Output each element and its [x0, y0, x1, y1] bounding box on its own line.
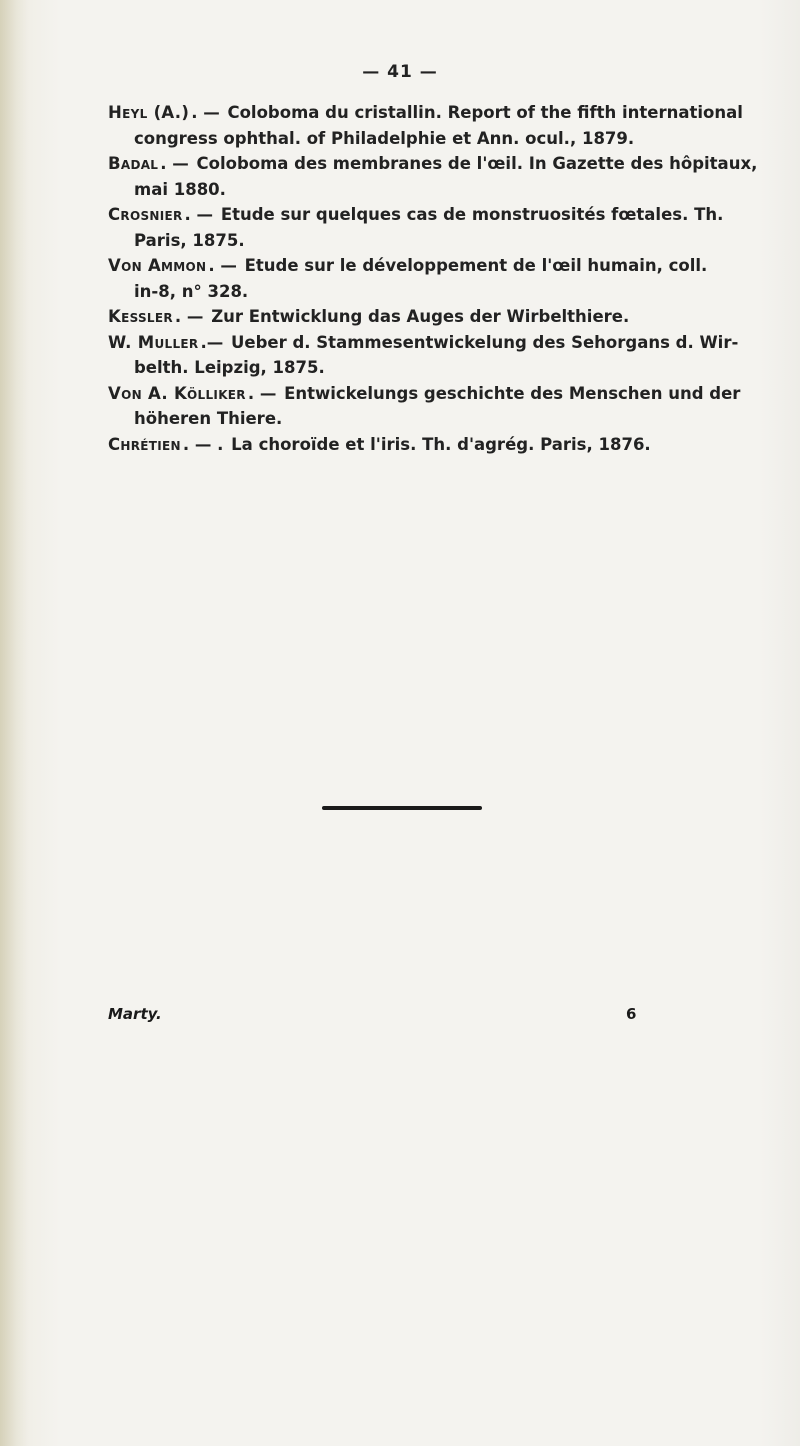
section-divider-rule — [322, 806, 482, 810]
bibliography-entry — [108, 304, 768, 330]
entry-text-line: Etude sur quelques cas de monstruosités fœtales. Th. — [220, 205, 724, 224]
entry-text-line: höheren Thiere. — [134, 409, 283, 428]
entry-separator: . — — [184, 205, 214, 224]
printer-signature: Marty. — [108, 1005, 162, 1023]
bibliography-entry — [108, 330, 768, 381]
entry-text-line: Ueber d. Stammesentwickelung des Sehorgans d. Wir- — [231, 332, 739, 352]
bibliography-list — [108, 100, 768, 457]
entry-author: Badal — [108, 154, 159, 173]
bibliography-entry — [108, 202, 768, 253]
entry-author: Crosnier — [108, 205, 183, 224]
entry-author: Von Ammon — [108, 256, 207, 275]
entry-text-line: congress ophthal. of Philadelphie et Ann. ocul., 1879. — [134, 128, 635, 148]
entry-separator: . — — [247, 383, 277, 403]
entry-text-line: mai 1880. — [134, 179, 226, 199]
entry-author: Von A. Kölliker — [108, 383, 246, 403]
bibliography-entry — [108, 432, 768, 458]
entry-author: Chrétien — [108, 434, 181, 454]
entry-text-line: Coloboma des membranes de l'œil. In Gazette des hôpitaux, — [196, 154, 758, 173]
bibliography-entry — [108, 253, 768, 304]
sheet-number: 6 — [626, 1005, 637, 1023]
entry-separator: .— — [200, 332, 224, 352]
entry-text-line: La choroïde et l'iris. Th. d'agrég. Paris, 1876. — [231, 434, 651, 454]
entry-text-line: Zur Entwicklung das Auges der Wirbelthiere. — [211, 307, 630, 326]
entry-separator: . — . — [182, 434, 224, 454]
page-number: — 41 — — [362, 62, 438, 82]
entry-author: Kessler — [108, 307, 173, 326]
entry-separator: . — — [208, 256, 237, 275]
bibliography-entry — [108, 381, 768, 432]
bibliography-entry — [108, 151, 768, 202]
entry-text-line: Etude sur le développement de l'œil humain, coll. — [244, 256, 708, 275]
entry-separator: . — — [174, 307, 204, 326]
entry-separator: . — — [191, 103, 220, 122]
entry-text-line: Entwickelungs geschichte des Menschen und der — [284, 383, 741, 403]
entry-text-line: Coloboma du cristallin. Report of the fifth international — [227, 103, 743, 122]
page-binding-shadow — [0, 0, 28, 1446]
entry-text-line: Paris, 1875. — [134, 230, 245, 250]
entry-author: W. Muller — [108, 332, 199, 352]
entry-text-line: in-8, n° 328. — [134, 281, 249, 301]
entry-text-line: belth. Leipzig, 1875. — [134, 358, 325, 377]
bibliography-entry — [108, 100, 768, 151]
entry-separator: . — — [160, 154, 189, 173]
entry-author: Heyl (A.) — [108, 103, 190, 122]
